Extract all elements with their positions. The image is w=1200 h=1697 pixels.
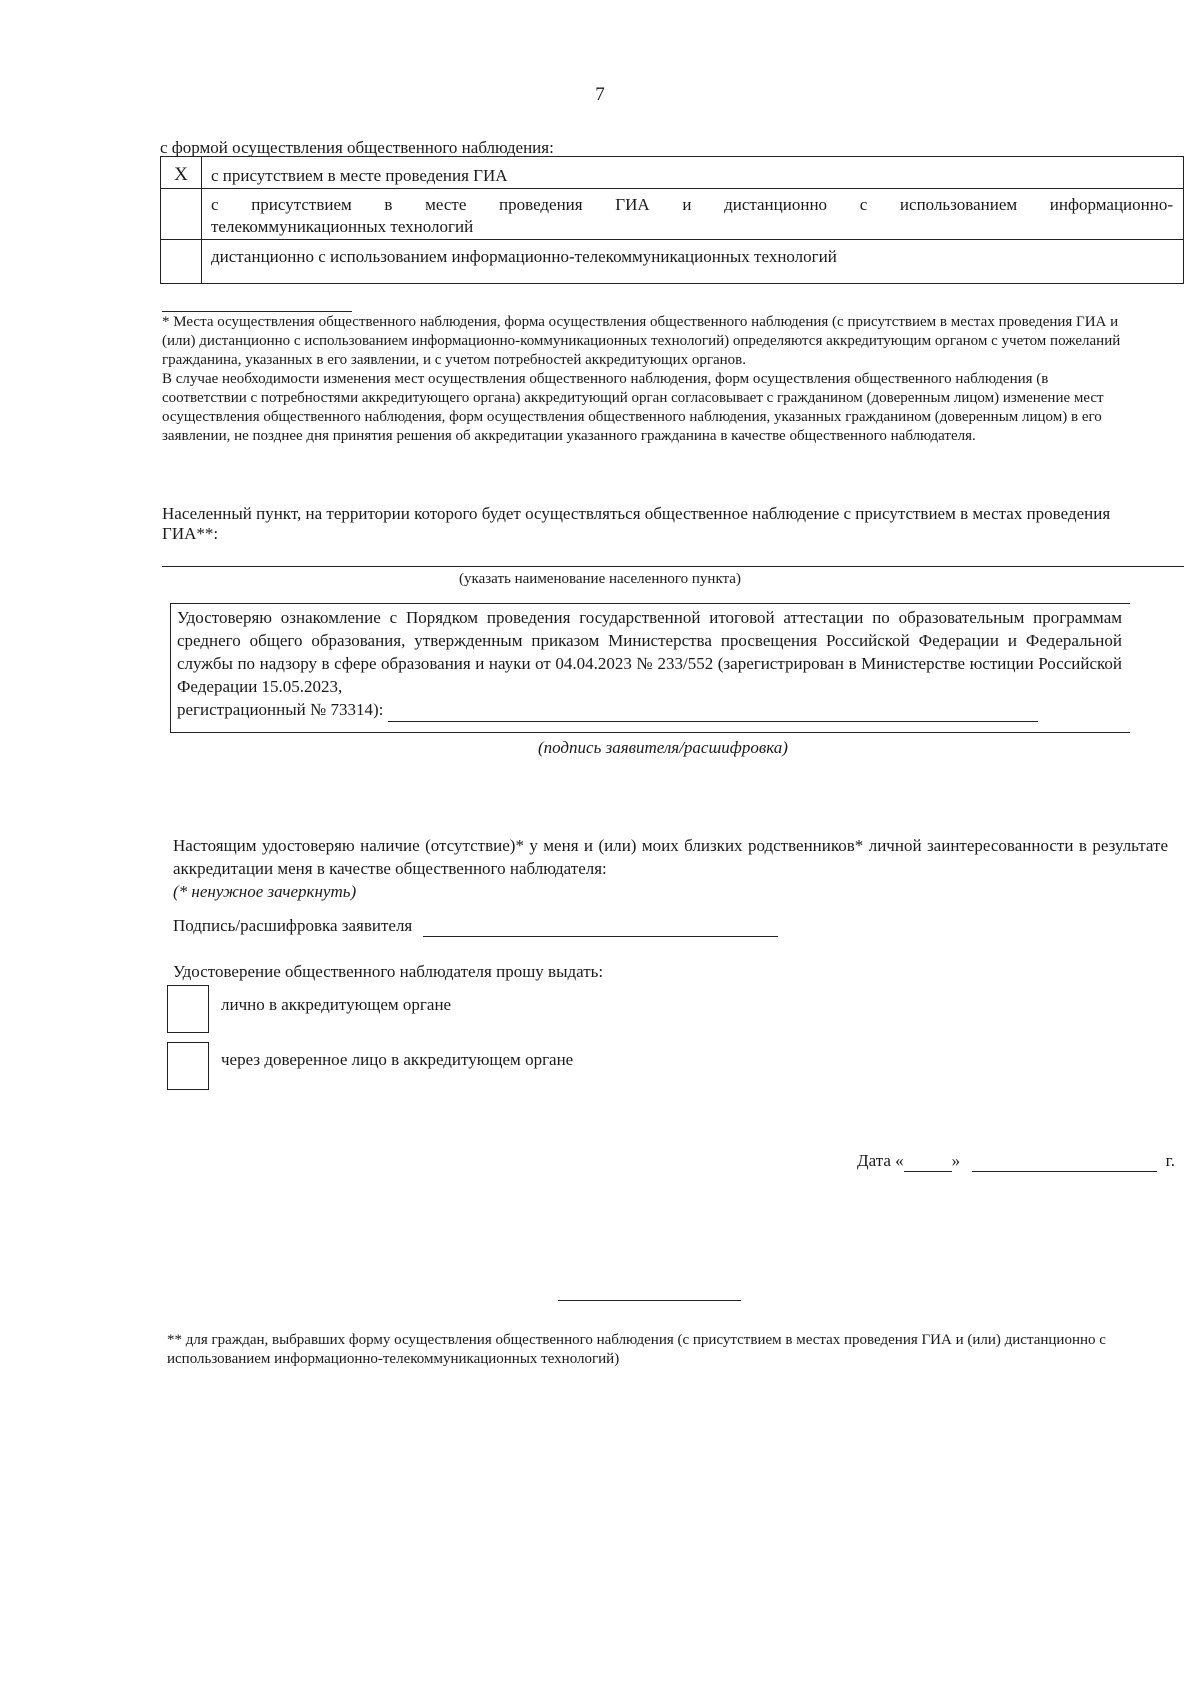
interest-statement: Настоящим удостоверяю наличие (отсутствие)* у меня и (или) моих близких родственников* личной заинтересованности в результате аккредитации меня в качестве общественного наблюдателя:: [173, 836, 1168, 878]
date-day-field[interactable]: [904, 1151, 952, 1172]
locality-hint: (указать наименование населенного пункта): [459, 571, 741, 587]
footnote-places: [162, 313, 1132, 446]
applicant-signature-line[interactable]: [423, 916, 778, 937]
date-row: [857, 1151, 1175, 1172]
issue-proxy-checkbox[interactable]: [167, 1042, 209, 1090]
issue-proxy-label: через доверенное лицо в аккредитующем органе: [221, 1050, 574, 1069]
issue-personal-checkbox[interactable]: [167, 985, 209, 1033]
certification-box: [170, 603, 1130, 733]
certification-last-line: регистрационный № 73314):: [177, 700, 384, 719]
date-month-year-field[interactable]: [972, 1151, 1157, 1172]
option-2-label-line1: с присутствием в месте проведения ГИА и дистанционно с использованием информационно-: [211, 195, 1173, 214]
option-2-label-line2: телекоммуникационных технологий: [211, 217, 474, 236]
date-prefix: Дата «: [857, 1151, 904, 1170]
certification-signature-line[interactable]: [388, 698, 1038, 722]
footnote-locality: ** для граждан, выбравших форму осуществления общественного наблюдения (с присутствием в местах проведения ГИА и (или) дистанционно с использованием информационно-телекоммуникационных технологий): [167, 1332, 1106, 1367]
applicant-signature-row: [173, 916, 778, 937]
interest-note: (* ненужное зачеркнуть): [173, 882, 357, 901]
observation-form-table: [160, 156, 1184, 284]
option-1-label: с присутствием в месте проведения ГИА: [211, 166, 508, 185]
footnote-separator: [162, 311, 352, 312]
signature-hint: (подпись заявителя/расшифровка): [538, 738, 788, 757]
form-intro: с формой осуществления общественного наблюдения:: [160, 138, 554, 157]
applicant-signature-label: Подпись/расшифровка заявителя: [173, 916, 413, 935]
date-suffix: г.: [1165, 1151, 1175, 1170]
option-1-mark[interactable]: X: [174, 164, 188, 185]
issue-personal-label: лично в аккредитующем органе: [221, 995, 452, 1014]
certification-text: Удостоверяю ознакомление с Порядком проведения государственной итоговой аттестации по образовательным программам среднего общего образования, утвержденным приказом Министерства просвещения Российской Федерации и Федеральной службы по надзору в сфере образования и науки от 04.04.2023 № 233/552 (зарегистрирован в Министерстве юстиции Российской Федерации 15.05.2023,: [177, 608, 1122, 696]
locality-label: Населенный пункт, на территории которого будет осуществляться общественное наблюдение с присутствием в местах проведения ГИА**:: [162, 504, 1111, 543]
locality-input-line[interactable]: [162, 566, 1184, 567]
footnote-places-p2: В случае необходимости изменения мест осуществления общественного наблюдения, форм осуществления общественного наблюдения (в соответствии с потребностями аккредитующего органа) аккредитующий орган согласовывает с гражданином (доверенным лицом) изменение мест осуществления общественного наблюдения, форм осуществления общественного наблюдения, указанных гражданином (доверенным лицом) в его заявлении, не позднее дня принятия решения об аккредитации указанного гражданина в качестве общественного наблюдателя.: [162, 371, 1104, 444]
date-mid: »: [951, 1151, 961, 1170]
issue-label: Удостоверение общественного наблюдателя прошу выдать:: [173, 962, 604, 981]
footnote-places-p1: * Места осуществления общественного наблюдения, форма осуществления общественного наблюдения (с присутствием в местах проведения ГИА и (или) дистанционно с использованием информационно-коммуникационных технологий) определяются аккредитующим органом с учетом пожеланий гражданина, указанных в его заявлении, и с учетом потребностей аккредитующих органов.: [162, 314, 1121, 368]
option-3-label: дистанционно с использованием информационно-телекоммуникационных технологий: [211, 247, 837, 266]
page-number: 7: [595, 84, 605, 105]
bottom-separator: [558, 1300, 741, 1301]
